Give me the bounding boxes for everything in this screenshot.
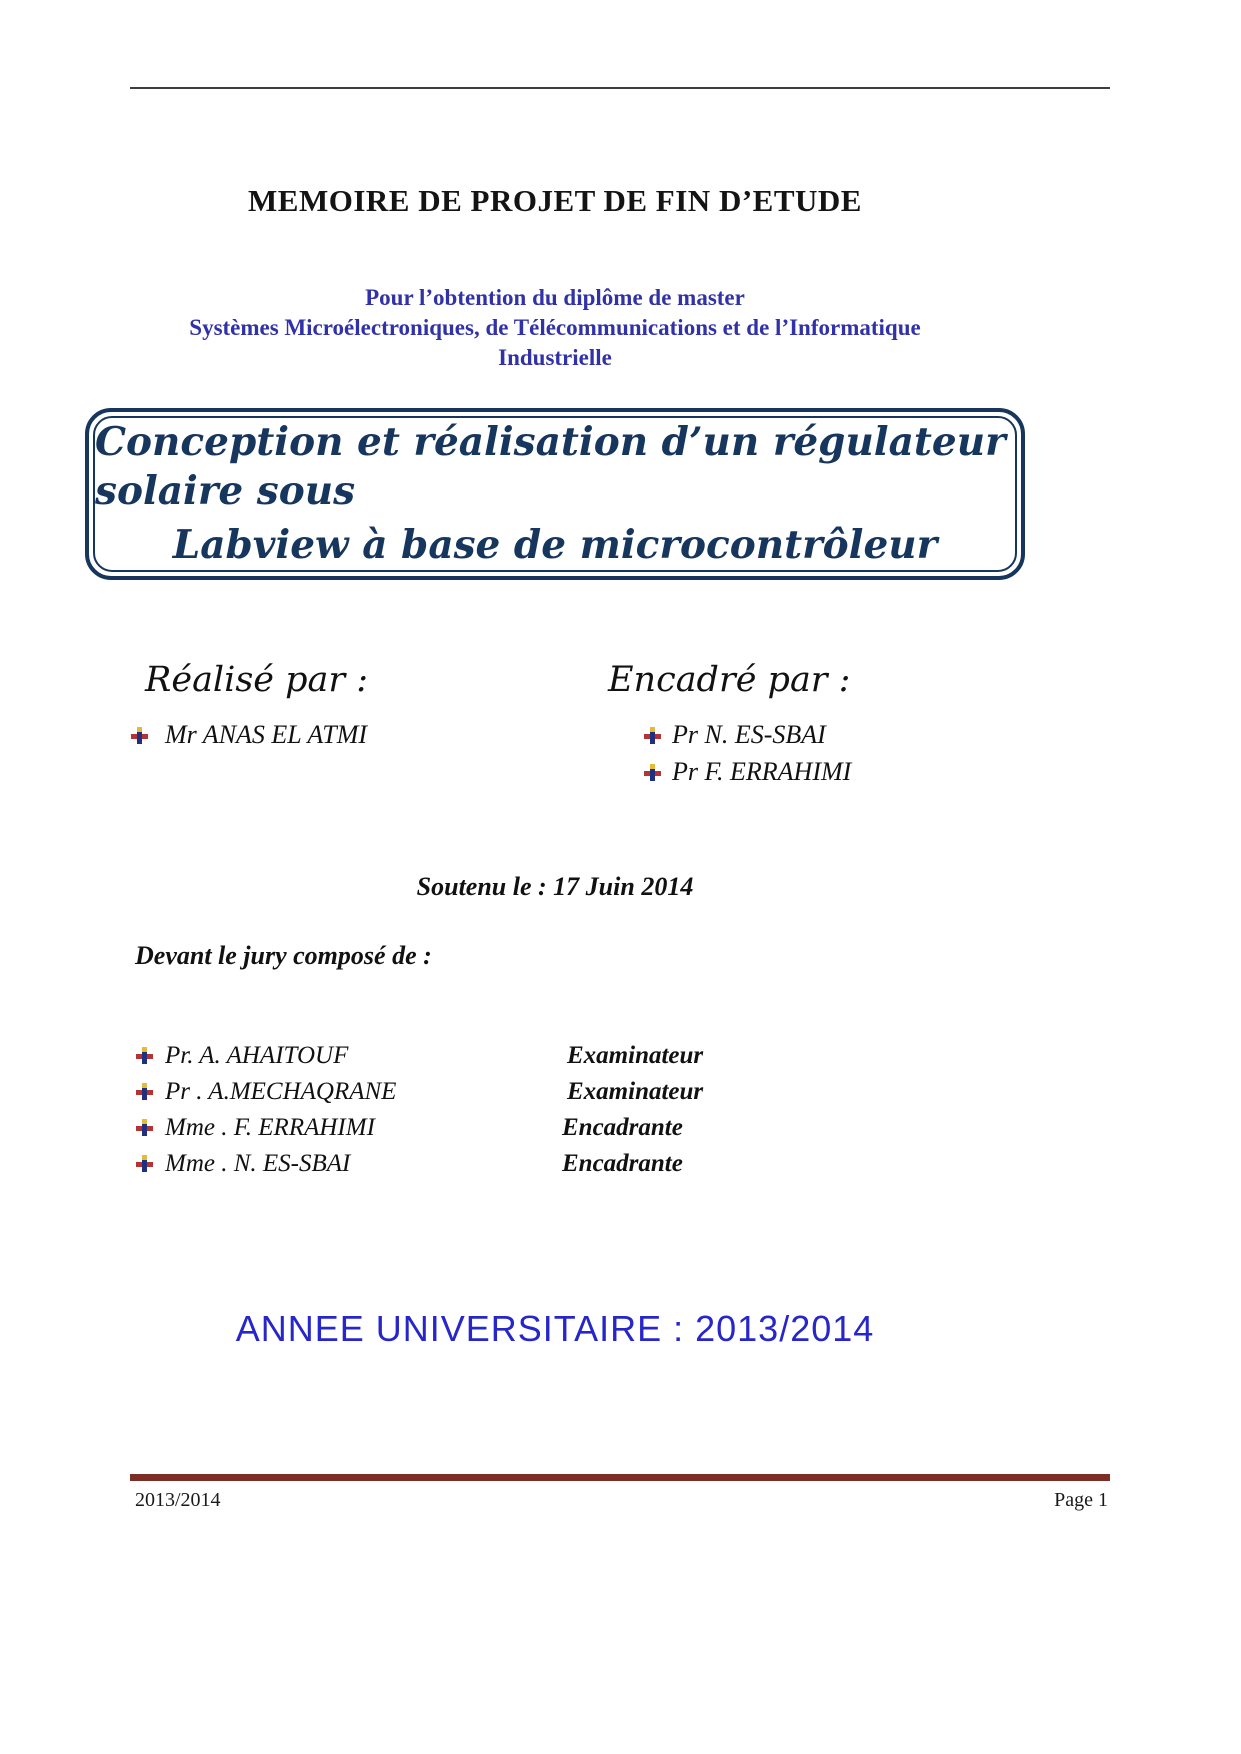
plus-bullet-icon bbox=[643, 763, 662, 782]
realise-label: Réalisé par : bbox=[145, 660, 369, 700]
supervisor-row-1 bbox=[643, 720, 826, 750]
author-row bbox=[130, 720, 367, 750]
jury-member-name: Mme . N. ES-SBAI bbox=[165, 1150, 351, 1177]
jury-member-name: Mme . F. ERRAHIMI bbox=[165, 1114, 375, 1141]
supervisor-row-2 bbox=[643, 757, 851, 787]
plus-bullet-icon bbox=[135, 1046, 154, 1065]
author-name: Mr ANAS EL ATMI bbox=[165, 720, 368, 749]
subtitle-line-2: Systèmes Microélectroniques, de Télécommunications et de l’Informatique bbox=[189, 315, 921, 340]
supervisor-name: Pr N. ES-SBAI bbox=[672, 720, 826, 749]
plus-bullet-icon bbox=[643, 726, 662, 745]
top-rule bbox=[130, 87, 1110, 89]
jury-member-role: Encadrante bbox=[562, 1150, 683, 1177]
plus-bullet-icon bbox=[135, 1154, 154, 1173]
project-title-line-1: Conception et réalisation d’un régulateur solaire sous bbox=[95, 418, 1006, 514]
project-title-box bbox=[85, 408, 1025, 580]
footer-year: 2013/2014 bbox=[135, 1489, 221, 1511]
project-title-line-2: Labview à base de microcontrôleur bbox=[172, 522, 938, 569]
project-title-box-inner bbox=[93, 416, 1017, 572]
jury-label: Devant le jury composé de : bbox=[135, 941, 432, 970]
jury-member-role: Examinateur bbox=[567, 1078, 704, 1105]
degree-subtitle bbox=[0, 283, 1110, 373]
footer-rule bbox=[130, 1474, 1110, 1481]
jury-member-role: Examinateur bbox=[567, 1042, 704, 1069]
jury-member-role: Encadrante bbox=[562, 1114, 683, 1141]
supervisor-name: Pr F. ERRAHIMI bbox=[672, 757, 852, 786]
jury-row bbox=[135, 1042, 955, 1076]
page-title: MEMOIRE DE PROJET DE FIN D’ETUDE bbox=[248, 183, 862, 218]
encadre-label: Encadré par : bbox=[608, 660, 851, 700]
subtitle-line-1: Pour l’obtention du diplôme de master bbox=[365, 285, 745, 310]
jury-row bbox=[135, 1150, 955, 1184]
jury-row bbox=[135, 1114, 955, 1148]
defense-date: Soutenu le : 17 Juin 2014 bbox=[416, 872, 694, 901]
jury-member-name: Pr. A. AHAITOUF bbox=[165, 1042, 349, 1069]
jury-member-name: Pr . A.MECHAQRANE bbox=[165, 1078, 397, 1105]
footer-page-number: Page 1 bbox=[1054, 1489, 1108, 1511]
jury-row bbox=[135, 1078, 955, 1112]
plus-bullet-icon bbox=[130, 726, 149, 745]
plus-bullet-icon bbox=[135, 1118, 154, 1137]
subtitle-line-3: Industrielle bbox=[498, 345, 612, 370]
academic-year: ANNEE UNIVERSITAIRE : 2013/2014 bbox=[235, 1308, 875, 1349]
plus-bullet-icon bbox=[135, 1082, 154, 1101]
